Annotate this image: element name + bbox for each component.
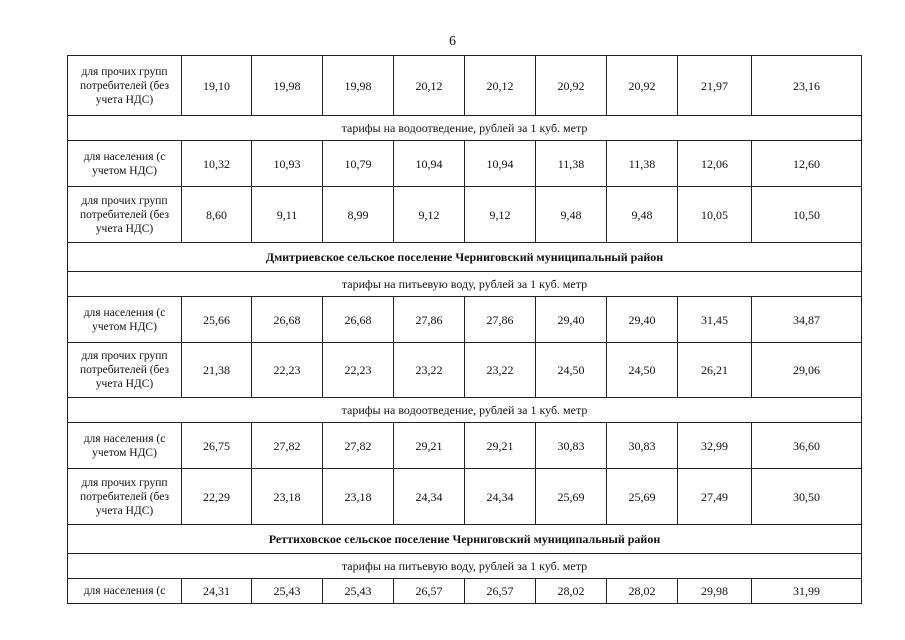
table-cell: 10,32: [182, 141, 252, 187]
table-cell: 30,83: [607, 423, 678, 469]
table-cell: 27,86: [465, 297, 536, 343]
section-heading: Дмитриевское сельское поселение Черниговский муниципальный район: [68, 243, 862, 272]
table-cell: 26,21: [678, 343, 752, 398]
table-cell: 23,18: [252, 469, 323, 525]
table-cell: 9,48: [607, 187, 678, 243]
table-cell: 9,12: [465, 187, 536, 243]
row-label: для населения (с учетом НДС): [68, 141, 182, 187]
table-cell: 10,94: [465, 141, 536, 187]
table-cell: 23,22: [394, 343, 465, 398]
table-cell: 30,50: [752, 469, 862, 525]
table-cell: 23,18: [323, 469, 394, 525]
table-cell: 12,60: [752, 141, 862, 187]
table-cell: 28,02: [607, 579, 678, 604]
table-cell: 27,86: [394, 297, 465, 343]
table-cell: 29,98: [678, 579, 752, 604]
table-cell: 10,93: [252, 141, 323, 187]
table-cell: 24,31: [182, 579, 252, 604]
row-label: для прочих групп потребителей (без учета НДС): [68, 56, 182, 116]
table-cell: 22,29: [182, 469, 252, 525]
table-cell: 36,60: [752, 423, 862, 469]
table-cell: 29,40: [607, 297, 678, 343]
row-label: для прочих групп потребителей (без учета НДС): [68, 469, 182, 525]
subsection-heading: тарифы на водоотведение, рублей за 1 куб. метр: [68, 398, 862, 423]
table-cell: 26,68: [323, 297, 394, 343]
table-cell: 24,50: [536, 343, 607, 398]
row-label: для прочих групп потребителей (без учета НДС): [68, 343, 182, 398]
subsection-heading: тарифы на питьевую воду, рублей за 1 куб. метр: [68, 272, 862, 297]
subsection-heading-row: [68, 554, 862, 579]
table-row: [68, 343, 862, 398]
table-row: [68, 579, 862, 604]
table-cell: 10,79: [323, 141, 394, 187]
table-cell: 26,75: [182, 423, 252, 469]
table-cell: 22,23: [252, 343, 323, 398]
table-cell: 12,06: [678, 141, 752, 187]
table-cell: 10,94: [394, 141, 465, 187]
table-cell: 31,45: [678, 297, 752, 343]
row-label: для населения (с учетом НДС): [68, 297, 182, 343]
table-cell: 29,40: [536, 297, 607, 343]
table-row: [68, 56, 862, 116]
table-cell: 24,34: [465, 469, 536, 525]
table-cell: 26,57: [465, 579, 536, 604]
table-cell: 23,22: [465, 343, 536, 398]
subsection-heading: тарифы на питьевую воду, рублей за 1 куб. метр: [68, 554, 862, 579]
table-cell: 27,82: [323, 423, 394, 469]
table-cell: 29,21: [394, 423, 465, 469]
section-heading: Реттиховское сельское поселение Черниговский муниципальный район: [68, 525, 862, 554]
table-cell: 10,05: [678, 187, 752, 243]
table-cell: 21,97: [678, 56, 752, 116]
table-cell: 20,92: [607, 56, 678, 116]
table-row: [68, 423, 862, 469]
tariff-table: [67, 55, 862, 604]
table-cell: 8,99: [323, 187, 394, 243]
subsection-heading-row: [68, 116, 862, 141]
table-cell: 20,12: [394, 56, 465, 116]
table-cell: 11,38: [536, 141, 607, 187]
table-cell: 34,87: [752, 297, 862, 343]
row-label: для населения (с учетом НДС): [68, 423, 182, 469]
table-cell: 24,50: [607, 343, 678, 398]
table-row: [68, 187, 862, 243]
table-cell: 19,10: [182, 56, 252, 116]
table-cell: 26,57: [394, 579, 465, 604]
table-cell: 25,66: [182, 297, 252, 343]
table-cell: 9,48: [536, 187, 607, 243]
table-cell: 25,69: [607, 469, 678, 525]
row-label: для прочих групп потребителей (без учета НДС): [68, 187, 182, 243]
table-cell: 32,99: [678, 423, 752, 469]
table-cell: 10,50: [752, 187, 862, 243]
table-row: [68, 141, 862, 187]
table-cell: 20,92: [536, 56, 607, 116]
table-cell: 26,68: [252, 297, 323, 343]
table-cell: 25,43: [252, 579, 323, 604]
section-heading-row: [68, 243, 862, 272]
table-cell: 8,60: [182, 187, 252, 243]
table-cell: 24,34: [394, 469, 465, 525]
table-cell: 29,06: [752, 343, 862, 398]
subsection-heading-row: [68, 398, 862, 423]
subsection-heading-row: [68, 272, 862, 297]
page-number: 6: [449, 34, 456, 49]
table-cell: 19,98: [323, 56, 394, 116]
table-cell: 25,43: [323, 579, 394, 604]
table-cell: 28,02: [536, 579, 607, 604]
table-cell: 19,98: [252, 56, 323, 116]
table-cell: 31,99: [752, 579, 862, 604]
table-cell: 25,69: [536, 469, 607, 525]
table-cell: 11,38: [607, 141, 678, 187]
table-cell: 29,21: [465, 423, 536, 469]
table-cell: 20,12: [465, 56, 536, 116]
table-cell: 22,23: [323, 343, 394, 398]
row-label: для населения (с: [68, 579, 182, 604]
subsection-heading: тарифы на водоотведение, рублей за 1 куб. метр: [68, 116, 862, 141]
table-cell: 9,11: [252, 187, 323, 243]
table-cell: 27,82: [252, 423, 323, 469]
table-row: [68, 297, 862, 343]
table-cell: 30,83: [536, 423, 607, 469]
table-cell: 27,49: [678, 469, 752, 525]
table-cell: 21,38: [182, 343, 252, 398]
table-cell: 9,12: [394, 187, 465, 243]
table-cell: 23,16: [752, 56, 862, 116]
section-heading-row: [68, 525, 862, 554]
table-row: [68, 469, 862, 525]
